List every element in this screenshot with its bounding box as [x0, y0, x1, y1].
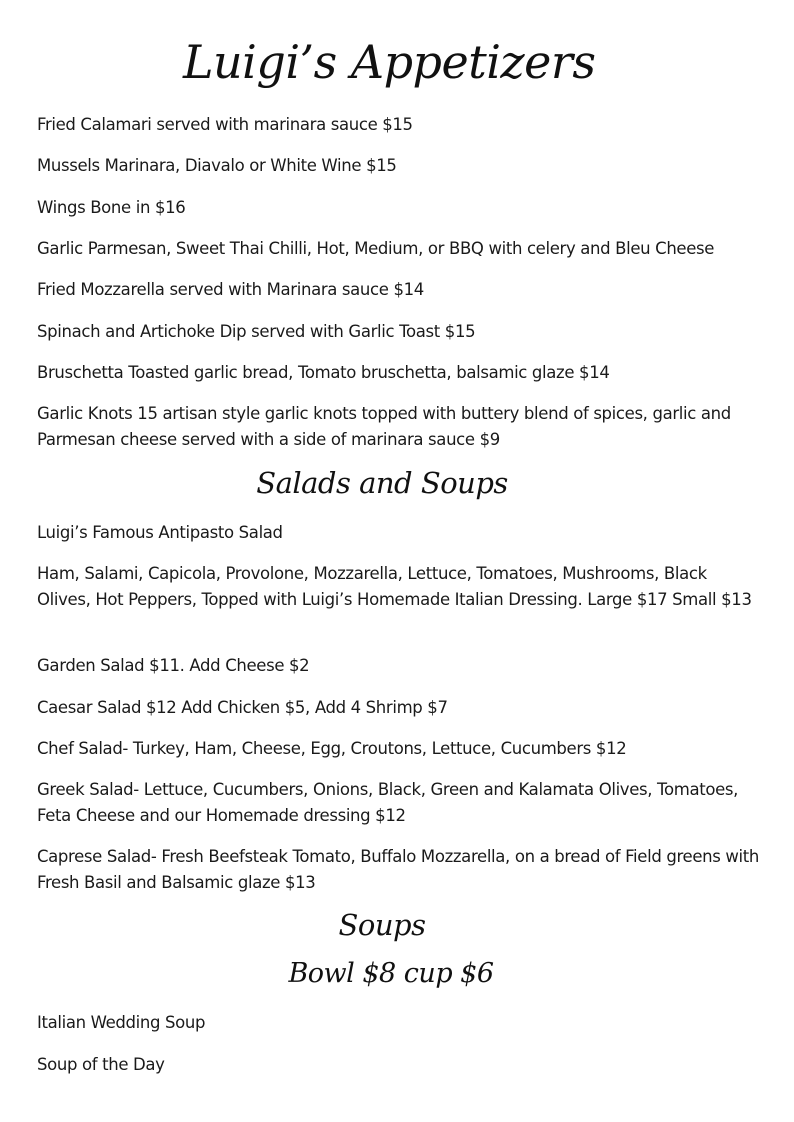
- salad-item: Greek Salad- Lettuce, Cucumbers, Onions, Black, Green and Kalamata Olives, Tomatoes, Feta Cheese and our Homemade dressing $12: [37, 780, 739, 825]
- appetizer-item: Mussels Marinara, Diavalo or White Wine $15: [37, 156, 397, 175]
- salad-item: Garden Salad $11. Add Cheese $2: [37, 656, 310, 675]
- appetizer-item: Fried Mozzarella served with Marinara sauce $14: [37, 280, 424, 299]
- salad-item: Luigi’s Famous Antipasto Salad: [37, 523, 283, 542]
- salad-item: Caesar Salad $12 Add Chicken $5, Add 4 Shrimp $7: [37, 698, 448, 717]
- soup-item: Italian Wedding Soup: [37, 1013, 206, 1032]
- appetizer-item: Spinach and Artichoke Dip served with Garlic Toast $15: [37, 322, 476, 341]
- salad-item: Caprese Salad- Fresh Beefsteak Tomato, Buffalo Mozzarella, on a bread of Field greens with Fresh Basil and Balsamic glaze $13: [37, 847, 759, 892]
- soup-item: Soup of the Day: [37, 1055, 165, 1074]
- appetizer-item: Fried Calamari served with marinara sauce $15: [37, 115, 413, 134]
- soups-price-line: Bowl $8 cup $6: [288, 958, 494, 989]
- appetizer-item: Garlic Knots 15 artisan style garlic knots topped with buttery blend of spices, garlic and Parmesan cheese served with a side of marinara sauce $9: [37, 404, 731, 449]
- salad-item: Ham, Salami, Capicola, Provolone, Mozzarella, Lettuce, Tomatoes, Mushrooms, Black Olives, Hot Peppers, Topped with Luigi’s Homemade Italian Dressing. Large $17 Small $13: [37, 564, 752, 609]
- appetizer-item: Garlic Parmesan, Sweet Thai Chilli, Hot, Medium, or BBQ with celery and Bleu Cheese: [37, 239, 715, 258]
- soups-title: Soups: [338, 908, 426, 942]
- salads-title: Salads and Soups: [256, 466, 508, 500]
- appetizers-title: Luigi’s Appetizers: [183, 35, 596, 89]
- appetizer-item: Wings Bone in $16: [37, 198, 186, 217]
- appetizer-item: Bruschetta Toasted garlic bread, Tomato bruschetta, balsamic glaze $14: [37, 363, 610, 382]
- salad-item: Chef Salad- Turkey, Ham, Cheese, Egg, Croutons, Lettuce, Cucumbers $12: [37, 739, 627, 758]
